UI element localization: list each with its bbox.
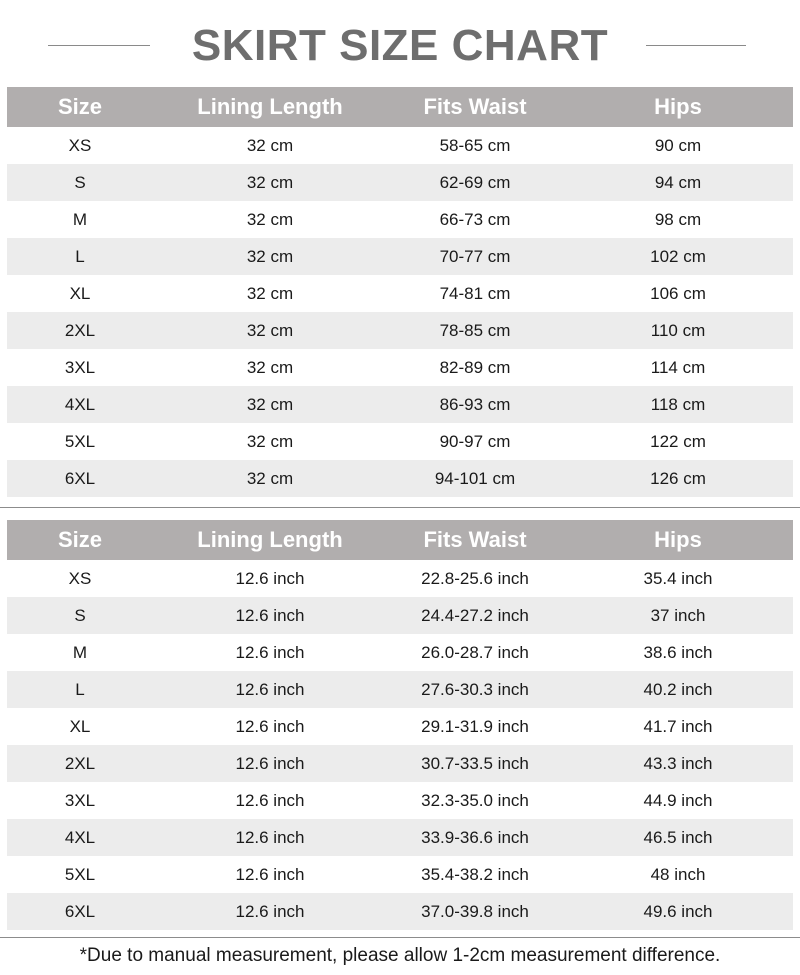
cell-fits-waist: 27.6-30.3 inch [387, 671, 563, 708]
size-table-cm-body [7, 127, 793, 497]
cell-fits-waist: 29.1-31.9 inch [421, 716, 529, 736]
cell-fits-waist: 22.8-25.6 inch [421, 568, 529, 588]
cell-hips: 118 cm [563, 386, 793, 423]
header-size: Size [7, 87, 153, 127]
cell-hips: 43.3 inch [563, 745, 793, 782]
table-row [7, 634, 793, 671]
cell-hips: 94 cm [563, 164, 793, 201]
header-lining-length: Lining Length [153, 87, 387, 127]
table-row [7, 708, 793, 745]
cell-lining-length: 32 cm [246, 135, 294, 155]
table-row [7, 893, 793, 930]
header-hips: Hips [563, 87, 793, 127]
cell-fits-waist: 33.9-36.6 inch [387, 819, 563, 856]
header-fits-waist: Fits Waist [387, 520, 563, 560]
cell-lining-length: 32 cm [153, 164, 387, 201]
cell-size: 6XL [7, 893, 153, 930]
header-fits-waist: Fits Waist [387, 87, 563, 127]
cell-hips: 44.9 inch [643, 790, 713, 810]
page-title: SKIRT SIZE CHART [191, 21, 609, 70]
cell-lining-length: 12.6 inch [235, 790, 305, 810]
cell-fits-waist: 24.4-27.2 inch [387, 597, 563, 634]
table-row [7, 856, 793, 893]
table-row [7, 597, 793, 634]
cell-fits-waist: 86-93 cm [387, 386, 563, 423]
cell-lining-length: 32 cm [153, 238, 387, 275]
title-rule-right [646, 45, 746, 46]
cell-hips: 49.6 inch [563, 893, 793, 930]
cell-hips: 106 cm [650, 283, 706, 303]
cell-lining-length: 32 cm [246, 209, 294, 229]
cell-fits-waist: 62-69 cm [387, 164, 563, 201]
cell-lining-length: 12.6 inch [235, 864, 305, 884]
cell-lining-length: 32 cm [246, 283, 294, 303]
cell-lining-length: 12.6 inch [235, 716, 305, 736]
cell-lining-length: 32 cm [153, 312, 387, 349]
cell-size: 4XL [7, 386, 153, 423]
size-table-inch [7, 520, 793, 930]
cell-hips: 114 cm [650, 357, 706, 377]
cell-fits-waist: 70-77 cm [387, 238, 563, 275]
table-row [7, 560, 793, 597]
cell-size: XS [68, 135, 92, 155]
cell-size: S [7, 164, 153, 201]
table-row [7, 423, 793, 460]
size-table-cm [7, 87, 793, 497]
cell-size: 6XL [7, 460, 153, 497]
cell-size: L [7, 671, 153, 708]
cell-fits-waist: 26.0-28.7 inch [421, 642, 529, 662]
cell-hips: 46.5 inch [563, 819, 793, 856]
cell-size: 3XL [64, 357, 96, 377]
cell-hips: 102 cm [563, 238, 793, 275]
cell-size: 3XL [64, 790, 96, 810]
cell-lining-length: 12.6 inch [153, 819, 387, 856]
table-row [7, 164, 793, 201]
cell-lining-length: 12.6 inch [153, 745, 387, 782]
cell-hips: 110 cm [563, 312, 793, 349]
cell-hips: 38.6 inch [643, 642, 713, 662]
cell-fits-waist: 94-101 cm [387, 460, 563, 497]
cell-size: M [72, 209, 88, 229]
cell-fits-waist: 35.4-38.2 inch [421, 864, 529, 884]
table-row [7, 460, 793, 497]
cell-lining-length: 32 cm [246, 357, 294, 377]
cell-lining-length: 12.6 inch [235, 642, 305, 662]
table-row [7, 386, 793, 423]
cell-fits-waist: 90-97 cm [439, 431, 511, 451]
table-row [7, 349, 793, 386]
header-hips: Hips [563, 520, 793, 560]
header-lining-length: Lining Length [153, 520, 387, 560]
table-row [7, 782, 793, 819]
cell-fits-waist: 78-85 cm [387, 312, 563, 349]
table-header-row [7, 520, 793, 560]
table-row [7, 745, 793, 782]
cell-fits-waist: 30.7-33.5 inch [387, 745, 563, 782]
cell-hips: 35.4 inch [643, 568, 713, 588]
cell-fits-waist: 32.3-35.0 inch [421, 790, 529, 810]
cell-size: M [72, 642, 88, 662]
cell-size: S [7, 597, 153, 634]
table-row [7, 819, 793, 856]
cell-fits-waist: 58-65 cm [439, 135, 511, 155]
cell-fits-waist: 37.0-39.8 inch [387, 893, 563, 930]
section-divider [0, 507, 800, 508]
cell-size: XL [69, 283, 91, 303]
cell-size: 5XL [64, 431, 96, 451]
cell-size: XS [68, 568, 92, 588]
cell-lining-length: 12.6 inch [153, 597, 387, 634]
cell-size: 2XL [7, 745, 153, 782]
size-table-inch-body [7, 560, 793, 930]
cell-lining-length: 32 cm [153, 460, 387, 497]
table-row [7, 238, 793, 275]
cell-lining-length: 12.6 inch [235, 568, 305, 588]
cell-hips: 122 cm [650, 431, 706, 451]
cell-hips: 126 cm [563, 460, 793, 497]
table-header-row [7, 87, 793, 127]
cell-fits-waist: 66-73 cm [439, 209, 511, 229]
table-row [7, 275, 793, 312]
cell-hips: 98 cm [654, 209, 702, 229]
table-row [7, 127, 793, 164]
cell-size: 5XL [64, 864, 96, 884]
measurement-footnote: *Due to manual measurement, please allow 1-2cm measurement difference. [79, 945, 721, 966]
cell-fits-waist: 82-89 cm [439, 357, 511, 377]
cell-lining-length: 12.6 inch [153, 893, 387, 930]
header-size: Size [7, 520, 153, 560]
table-row [7, 671, 793, 708]
cell-hips: 48 inch [650, 864, 706, 884]
cell-lining-length: 12.6 inch [153, 671, 387, 708]
cell-lining-length: 32 cm [153, 386, 387, 423]
cell-size: L [7, 238, 153, 275]
cell-size: 4XL [7, 819, 153, 856]
table-row [7, 201, 793, 238]
cell-hips: 40.2 inch [563, 671, 793, 708]
cell-size: XL [69, 716, 91, 736]
cell-hips: 37 inch [563, 597, 793, 634]
footer-divider [0, 937, 800, 938]
title-row [0, 18, 800, 74]
cell-size: 2XL [7, 312, 153, 349]
cell-hips: 41.7 inch [643, 716, 713, 736]
cell-fits-waist: 74-81 cm [439, 283, 511, 303]
cell-hips: 90 cm [654, 135, 702, 155]
cell-lining-length: 32 cm [246, 431, 294, 451]
table-row [7, 312, 793, 349]
